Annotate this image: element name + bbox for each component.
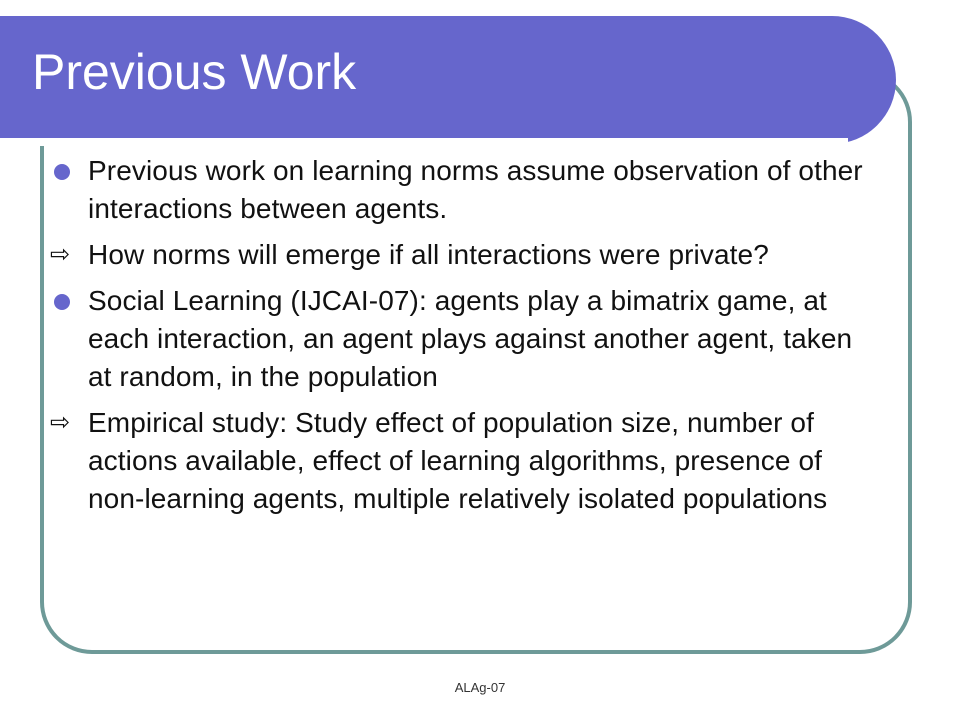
slide-footer: ALAg-07 (454, 680, 506, 695)
bullet-dot-icon (54, 294, 70, 310)
bullet-text: Previous work on learning norms assume observation of other interactions between agents. (88, 155, 863, 224)
slide-content (50, 152, 880, 526)
arrow-text: How norms will emerge if all interactions were private? (88, 239, 769, 270)
bullet-item (50, 282, 880, 396)
title-underline (0, 138, 848, 146)
arrow-item (50, 236, 880, 274)
outline-arrow-icon: ⇨ (50, 409, 71, 436)
slide-title: Previous Work (32, 44, 357, 100)
arrow-text: Empirical study: Study effect of population size, number of actions available, effect of learning algorithms, presence of non-learning agents, multiple relatively isolated populations (88, 407, 828, 514)
outline-arrow-icon: ⇨ (50, 241, 71, 268)
bullet-dot-icon (54, 164, 70, 180)
bullet-text: Social Learning (IJCAI-07): agents play a bimatrix game, at each interaction, an agent plays against another agent, taken at random, in the population (88, 285, 853, 392)
arrow-item (50, 404, 880, 518)
bullet-item (50, 152, 880, 228)
